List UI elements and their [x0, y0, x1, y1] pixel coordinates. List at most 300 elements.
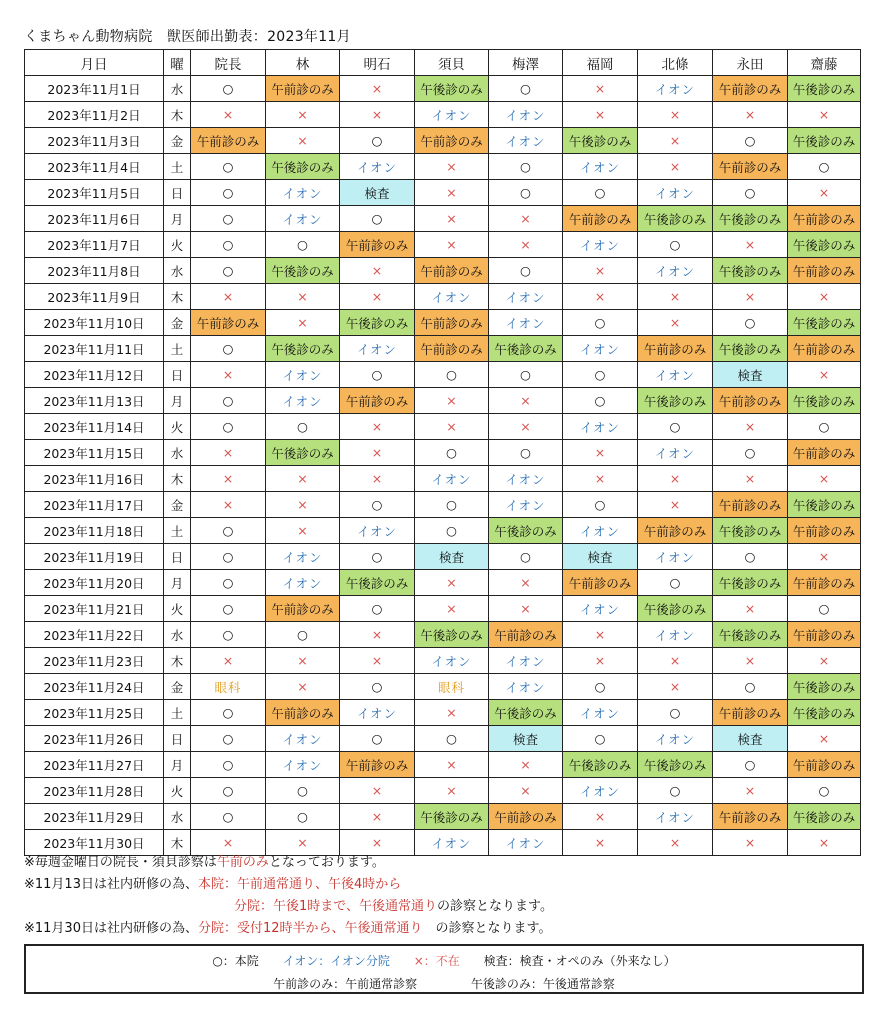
shift-cell-main: ○ — [638, 700, 713, 726]
shift-cell-absent: × — [266, 128, 340, 154]
weekday-cell: 水 — [164, 76, 191, 102]
shift-cell-ion: イオン — [489, 102, 563, 128]
table-row — [25, 362, 861, 388]
shift-cell-absent: × — [638, 128, 713, 154]
shift-cell-main: ○ — [191, 778, 266, 804]
shift-cell-absent: × — [788, 180, 861, 206]
shift-cell-ion: イオン — [489, 674, 563, 700]
shift-cell-pm: 午後診のみ — [489, 518, 563, 544]
date-cell: 2023年11月28日 — [25, 778, 164, 804]
header-hojo: 北條 — [638, 50, 713, 76]
shift-cell-ion: イオン — [266, 206, 340, 232]
shift-cell-absent: × — [788, 648, 861, 674]
shift-cell-absent: × — [415, 388, 489, 414]
shift-cell-kensa: 検査 — [563, 544, 638, 570]
shift-cell-absent: × — [266, 518, 340, 544]
shift-cell-main: ○ — [191, 336, 266, 362]
shift-cell-absent: × — [788, 362, 861, 388]
shift-cell-am: 午前診のみ — [788, 622, 861, 648]
shift-cell-ion: イオン — [563, 414, 638, 440]
table-row — [25, 622, 861, 648]
table-row — [25, 206, 861, 232]
shift-cell-am: 午前診のみ — [788, 440, 861, 466]
shift-cell-pm: 午後診のみ — [266, 440, 340, 466]
shift-cell-main: ○ — [563, 726, 638, 752]
weekday-cell: 水 — [164, 804, 191, 830]
date-cell: 2023年11月5日 — [25, 180, 164, 206]
shift-cell-absent: × — [788, 830, 861, 856]
shift-cell-main: ○ — [266, 778, 340, 804]
table-row — [25, 804, 861, 830]
shift-cell-am: 午前診のみ — [415, 310, 489, 336]
shift-cell-absent: × — [415, 700, 489, 726]
shift-cell-absent: × — [563, 440, 638, 466]
note-line-4 — [24, 918, 553, 940]
shift-cell-ion: イオン — [563, 336, 638, 362]
shift-cell-main: ○ — [191, 388, 266, 414]
shift-cell-main: ○ — [340, 726, 415, 752]
shift-cell-am: 午前診のみ — [563, 206, 638, 232]
shift-cell-absent: × — [191, 830, 266, 856]
date-cell: 2023年11月7日 — [25, 232, 164, 258]
legend-pm-only: 午後診のみ：午後通常診察 — [470, 977, 615, 991]
weekday-cell: 火 — [164, 414, 191, 440]
table-row — [25, 414, 861, 440]
shift-cell-absent: × — [340, 648, 415, 674]
shift-cell-ion: イオン — [266, 544, 340, 570]
shift-cell-main: ○ — [563, 362, 638, 388]
shift-cell-am: 午前診のみ — [788, 206, 861, 232]
shift-cell-absent: × — [563, 102, 638, 128]
shift-cell-ion: イオン — [415, 830, 489, 856]
schedule-table — [24, 49, 861, 856]
shift-cell-am: 午前診のみ — [340, 388, 415, 414]
weekday-cell: 金 — [164, 674, 191, 700]
shift-cell-pm: 午後診のみ — [713, 518, 788, 544]
shift-cell-absent: × — [415, 752, 489, 778]
shift-cell-main: ○ — [713, 310, 788, 336]
shift-cell-absent: × — [415, 414, 489, 440]
shift-cell-am: 午前診のみ — [266, 596, 340, 622]
shift-cell-pm: 午後診のみ — [563, 752, 638, 778]
header-sugai: 須貝 — [415, 50, 489, 76]
weekday-cell: 金 — [164, 492, 191, 518]
shift-cell-absent: × — [191, 492, 266, 518]
table-row — [25, 154, 861, 180]
table-row — [25, 726, 861, 752]
date-cell: 2023年11月30日 — [25, 830, 164, 856]
shift-cell-ion: イオン — [340, 336, 415, 362]
shift-cell-pm: 午後診のみ — [788, 700, 861, 726]
shift-cell-main: ○ — [191, 804, 266, 830]
table-row — [25, 700, 861, 726]
date-cell: 2023年11月2日 — [25, 102, 164, 128]
shift-cell-absent: × — [563, 258, 638, 284]
shift-cell-ion: イオン — [638, 544, 713, 570]
shift-cell-absent: × — [713, 284, 788, 310]
shift-cell-pm: 午後診のみ — [489, 336, 563, 362]
shift-cell-am: 午前診のみ — [788, 336, 861, 362]
shift-cell-absent: × — [340, 102, 415, 128]
shift-cell-absent: × — [638, 284, 713, 310]
shift-cell-am: 午前診のみ — [489, 622, 563, 648]
shift-cell-absent: × — [266, 102, 340, 128]
shift-cell-main: ○ — [713, 180, 788, 206]
shift-cell-absent: × — [489, 752, 563, 778]
shift-cell-ion: イオン — [489, 310, 563, 336]
legend-row-1 — [26, 952, 862, 969]
date-cell: 2023年11月3日 — [25, 128, 164, 154]
note-text: ※11月13日は社内研修の為、 — [24, 877, 198, 892]
note-line-1 — [24, 852, 553, 874]
shift-cell-absent: × — [415, 154, 489, 180]
header-nagata: 永田 — [713, 50, 788, 76]
shift-cell-main: ○ — [191, 622, 266, 648]
shift-cell-absent: × — [713, 830, 788, 856]
shift-cell-ion: イオン — [489, 466, 563, 492]
shift-cell-absent: × — [713, 232, 788, 258]
shift-cell-pm: 午後診のみ — [266, 336, 340, 362]
header-saito: 齋藤 — [788, 50, 861, 76]
weekday-cell: 月 — [164, 752, 191, 778]
shift-cell-absent: × — [563, 622, 638, 648]
shift-cell-ion: イオン — [638, 258, 713, 284]
shift-cell-main: ○ — [266, 232, 340, 258]
date-cell: 2023年11月24日 — [25, 674, 164, 700]
shift-cell-ion: イオン — [563, 232, 638, 258]
weekday-cell: 日 — [164, 180, 191, 206]
shift-cell-pm: 午後診のみ — [788, 232, 861, 258]
date-cell: 2023年11月26日 — [25, 726, 164, 752]
shift-cell-main: ○ — [340, 206, 415, 232]
shift-cell-pm: 午後診のみ — [266, 154, 340, 180]
shift-cell-ion: イオン — [563, 778, 638, 804]
shift-cell-am: 午前診のみ — [713, 700, 788, 726]
date-cell: 2023年11月14日 — [25, 414, 164, 440]
shift-cell-ion: イオン — [489, 830, 563, 856]
shift-cell-absent: × — [415, 232, 489, 258]
shift-cell-main: ○ — [191, 180, 266, 206]
shift-cell-ion: イオン — [266, 570, 340, 596]
shift-cell-ion: イオン — [489, 492, 563, 518]
shift-cell-absent: × — [489, 232, 563, 258]
date-cell: 2023年11月11日 — [25, 336, 164, 362]
date-cell: 2023年11月29日 — [25, 804, 164, 830]
date-cell: 2023年11月25日 — [25, 700, 164, 726]
shift-cell-absent: × — [489, 388, 563, 414]
shift-cell-absent: × — [713, 596, 788, 622]
shift-cell-ion: イオン — [415, 466, 489, 492]
date-cell: 2023年11月6日 — [25, 206, 164, 232]
weekday-cell: 木 — [164, 830, 191, 856]
shift-cell-absent: × — [340, 258, 415, 284]
shift-cell-main: ○ — [191, 570, 266, 596]
shift-cell-main: ○ — [191, 518, 266, 544]
shift-cell-main: ○ — [489, 362, 563, 388]
note-text: の診察となります。 — [437, 899, 553, 914]
shift-cell-pm: 午後診のみ — [415, 622, 489, 648]
shift-cell-ion: イオン — [563, 154, 638, 180]
date-cell: 2023年11月16日 — [25, 466, 164, 492]
shift-cell-absent: × — [638, 830, 713, 856]
shift-cell-ion: イオン — [266, 388, 340, 414]
shift-cell-ion: イオン — [266, 362, 340, 388]
table-row — [25, 76, 861, 102]
shift-cell-absent: × — [415, 596, 489, 622]
shift-cell-pm: 午後診のみ — [788, 804, 861, 830]
date-cell: 2023年11月15日 — [25, 440, 164, 466]
shift-cell-pm: 午後診のみ — [415, 804, 489, 830]
shift-cell-am: 午前診のみ — [713, 804, 788, 830]
header-fukuoka: 福岡 — [563, 50, 638, 76]
shift-cell-main: ○ — [266, 804, 340, 830]
shift-cell-pm: 午後診のみ — [788, 388, 861, 414]
shift-cell-pm: 午後診のみ — [489, 700, 563, 726]
shift-cell-main: ○ — [489, 76, 563, 102]
shift-cell-absent: × — [489, 596, 563, 622]
shift-cell-am: 午前診のみ — [788, 518, 861, 544]
shift-cell-main: ○ — [266, 622, 340, 648]
shift-cell-am: 午前診のみ — [713, 388, 788, 414]
shift-cell-main: ○ — [489, 440, 563, 466]
note-highlight: 午前のみ — [216, 855, 269, 870]
shift-cell-absent: × — [340, 414, 415, 440]
date-cell: 2023年11月19日 — [25, 544, 164, 570]
shift-cell-absent: × — [713, 648, 788, 674]
shift-cell-am: 午前診のみ — [415, 336, 489, 362]
date-cell: 2023年11月18日 — [25, 518, 164, 544]
shift-cell-absent: × — [563, 830, 638, 856]
shift-cell-ion: イオン — [489, 128, 563, 154]
legend-absent: ×：不在 — [413, 954, 460, 968]
legend-row-2 — [26, 975, 862, 992]
weekday-cell: 金 — [164, 310, 191, 336]
shift-cell-pm: 午後診のみ — [788, 310, 861, 336]
table-row — [25, 752, 861, 778]
shift-cell-main: ○ — [415, 440, 489, 466]
weekday-cell: 月 — [164, 388, 191, 414]
date-cell: 2023年11月22日 — [25, 622, 164, 648]
shift-cell-absent: × — [415, 180, 489, 206]
weekday-cell: 火 — [164, 232, 191, 258]
header-umezawa: 梅澤 — [489, 50, 563, 76]
shift-cell-absent: × — [266, 310, 340, 336]
shift-cell-pm: 午後診のみ — [788, 76, 861, 102]
shift-cell-main: ○ — [713, 752, 788, 778]
shift-cell-pm: 午後診のみ — [713, 258, 788, 284]
shift-cell-absent: × — [340, 622, 415, 648]
shift-cell-absent: × — [788, 726, 861, 752]
weekday-cell: 月 — [164, 570, 191, 596]
shift-cell-main: ○ — [563, 492, 638, 518]
shift-cell-absent: × — [638, 466, 713, 492]
shift-cell-kensa: 検査 — [713, 362, 788, 388]
table-row — [25, 336, 861, 362]
header-dow: 曜 — [164, 50, 191, 76]
shift-cell-pm: 午後診のみ — [340, 570, 415, 596]
shift-cell-ion: イオン — [638, 726, 713, 752]
shift-cell-ion: イオン — [638, 440, 713, 466]
shift-cell-main: ○ — [191, 258, 266, 284]
shift-cell-ion: イオン — [415, 284, 489, 310]
table-row — [25, 102, 861, 128]
note-highlight: 本院：午前通常通り、午後4時から — [197, 877, 402, 892]
date-cell: 2023年11月8日 — [25, 258, 164, 284]
shift-cell-absent: × — [788, 466, 861, 492]
shift-cell-ion: イオン — [563, 700, 638, 726]
shift-cell-absent: × — [563, 466, 638, 492]
shift-cell-absent: × — [489, 778, 563, 804]
shift-cell-main: ○ — [415, 362, 489, 388]
shift-cell-main: ○ — [638, 414, 713, 440]
shift-cell-main: ○ — [415, 726, 489, 752]
table-row — [25, 440, 861, 466]
shift-cell-main: ○ — [713, 440, 788, 466]
table-row — [25, 232, 861, 258]
weekday-cell: 土 — [164, 518, 191, 544]
shift-cell-absent: × — [266, 492, 340, 518]
legend-ion-branch: イオン：イオン分院 — [282, 954, 390, 968]
legend-am-only: 午前診のみ：午前通常診察 — [273, 977, 418, 991]
shift-cell-am: 午前診のみ — [340, 232, 415, 258]
shift-cell-ion: イオン — [415, 102, 489, 128]
shift-cell-main: ○ — [563, 674, 638, 700]
shift-cell-main: ○ — [489, 258, 563, 284]
legend-kensa: 検査：検査・オペのみ（外来なし） — [483, 954, 676, 968]
shift-cell-pm: 午後診のみ — [638, 752, 713, 778]
table-row — [25, 570, 861, 596]
shift-cell-main: ○ — [638, 232, 713, 258]
shift-cell-ion: イオン — [489, 648, 563, 674]
shift-cell-absent: × — [340, 466, 415, 492]
table-row — [25, 674, 861, 700]
shift-cell-am: 午前診のみ — [638, 518, 713, 544]
table-row — [25, 492, 861, 518]
shift-cell-absent: × — [638, 154, 713, 180]
shift-cell-main: ○ — [788, 778, 861, 804]
weekday-cell: 日 — [164, 726, 191, 752]
shift-cell-am: 午前診のみ — [266, 76, 340, 102]
shift-cell-main: ○ — [489, 180, 563, 206]
weekday-cell: 土 — [164, 336, 191, 362]
table-row — [25, 388, 861, 414]
shift-cell-ophthalmology: 眼科 — [415, 674, 489, 700]
shift-cell-ion: イオン — [638, 76, 713, 102]
weekday-cell: 木 — [164, 284, 191, 310]
shift-cell-main: ○ — [191, 700, 266, 726]
shift-cell-main: ○ — [191, 544, 266, 570]
weekday-cell: 火 — [164, 778, 191, 804]
shift-cell-absent: × — [191, 466, 266, 492]
shift-cell-absent: × — [563, 76, 638, 102]
shift-cell-main: ○ — [563, 310, 638, 336]
shift-cell-pm: 午後診のみ — [788, 674, 861, 700]
shift-cell-pm: 午後診のみ — [340, 310, 415, 336]
date-cell: 2023年11月1日 — [25, 76, 164, 102]
date-cell: 2023年11月13日 — [25, 388, 164, 414]
shift-cell-main: ○ — [415, 518, 489, 544]
shift-cell-absent: × — [266, 648, 340, 674]
shift-cell-absent: × — [713, 102, 788, 128]
shift-cell-absent: × — [340, 804, 415, 830]
shift-cell-absent: × — [266, 830, 340, 856]
shift-cell-ion: イオン — [266, 752, 340, 778]
shift-cell-am: 午前診のみ — [713, 154, 788, 180]
shift-cell-absent: × — [340, 284, 415, 310]
shift-cell-absent: × — [340, 778, 415, 804]
shift-cell-ion: イオン — [638, 180, 713, 206]
shift-cell-main: ○ — [266, 414, 340, 440]
shift-cell-main: ○ — [191, 76, 266, 102]
shift-cell-main: ○ — [788, 414, 861, 440]
shift-cell-absent: × — [638, 648, 713, 674]
table-row — [25, 648, 861, 674]
shift-cell-main: ○ — [638, 778, 713, 804]
shift-cell-main: ○ — [788, 596, 861, 622]
shift-cell-main: ○ — [340, 674, 415, 700]
shift-cell-pm: 午後診のみ — [638, 388, 713, 414]
shift-cell-main: ○ — [713, 674, 788, 700]
shift-cell-main: ○ — [489, 544, 563, 570]
shift-cell-am: 午前診のみ — [266, 700, 340, 726]
shift-cell-ion: イオン — [563, 596, 638, 622]
shift-cell-kensa: 検査 — [340, 180, 415, 206]
shift-cell-pm: 午後診のみ — [713, 622, 788, 648]
shift-cell-main: ○ — [340, 596, 415, 622]
schedule-body — [25, 76, 861, 856]
header-hayashi: 林 — [266, 50, 340, 76]
shift-cell-pm: 午後診のみ — [415, 76, 489, 102]
weekday-cell: 水 — [164, 258, 191, 284]
shift-cell-absent: × — [713, 778, 788, 804]
weekday-cell: 木 — [164, 466, 191, 492]
shift-cell-main: ○ — [191, 752, 266, 778]
note-highlight: 分院：午後1時まで、午後通常通り — [234, 899, 438, 914]
weekday-cell: 水 — [164, 622, 191, 648]
weekday-cell: 木 — [164, 648, 191, 674]
shift-cell-absent: × — [713, 414, 788, 440]
date-cell: 2023年11月21日 — [25, 596, 164, 622]
shift-cell-main: ○ — [340, 362, 415, 388]
shift-cell-ion: イオン — [489, 284, 563, 310]
shift-cell-absent: × — [788, 544, 861, 570]
legend-box — [24, 944, 864, 994]
header-akashi: 明石 — [340, 50, 415, 76]
shift-cell-main: ○ — [415, 492, 489, 518]
weekday-cell: 金 — [164, 128, 191, 154]
shift-cell-absent: × — [563, 648, 638, 674]
shift-cell-am: 午前診のみ — [191, 310, 266, 336]
shift-cell-main: ○ — [563, 180, 638, 206]
shift-cell-am: 午前診のみ — [788, 570, 861, 596]
shift-cell-main: ○ — [713, 128, 788, 154]
table-row — [25, 310, 861, 336]
legend-main-clinic: ○：本院 — [212, 954, 259, 968]
shift-cell-absent: × — [489, 206, 563, 232]
note-text: となっております。 — [268, 855, 385, 870]
shift-cell-am: 午前診のみ — [788, 752, 861, 778]
shift-cell-absent: × — [191, 362, 266, 388]
shift-cell-am: 午前診のみ — [788, 258, 861, 284]
shift-cell-absent: × — [340, 440, 415, 466]
weekday-cell: 月 — [164, 206, 191, 232]
note-highlight: 分院：受付12時半から、午後通常通り — [197, 921, 423, 936]
date-cell: 2023年11月10日 — [25, 310, 164, 336]
shift-cell-main: ○ — [191, 726, 266, 752]
shift-cell-absent: × — [638, 310, 713, 336]
weekday-cell: 土 — [164, 700, 191, 726]
shift-cell-absent: × — [266, 284, 340, 310]
